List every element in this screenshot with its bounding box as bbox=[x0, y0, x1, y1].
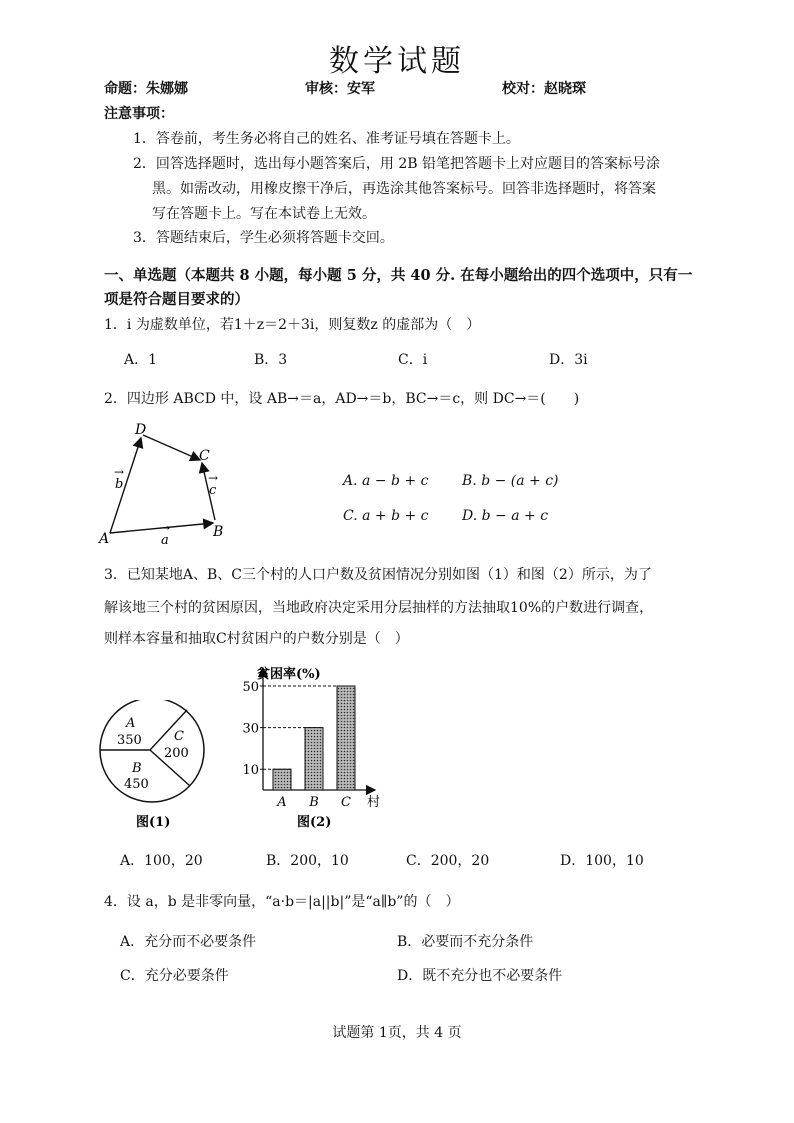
notice-item: 1．答卷前，考生务必将自己的姓名、准考证号填在答题卡上。 bbox=[133, 131, 520, 147]
pie-value-a: 350 bbox=[117, 733, 142, 748]
vector-a-label: a bbox=[161, 533, 169, 548]
x-tick-label: C bbox=[341, 795, 351, 810]
section-heading: 一、单选题（本题共 8 小题，每小题 5 分，共 40 分. 在每小题给出的四个选项中，只有一 bbox=[104, 267, 693, 284]
y-tick-label: 10 bbox=[242, 763, 259, 779]
pie-value-b: 450 bbox=[124, 777, 149, 792]
question-3-stem-cont: 解该地三个村的贫困原因，当地政府决定采用分层抽样的方法抽取10%的户数进行调查， bbox=[104, 600, 654, 616]
q3-option-c: C．200，20 bbox=[406, 853, 490, 869]
q1-option-c: C．i bbox=[398, 352, 428, 368]
notice-item: 2．回答选择题时，选出每小题答案后，用 2B 铅笔把答题卡上对应题目的答案标号涂 bbox=[133, 156, 661, 172]
bar-caption: 图(2) bbox=[297, 815, 332, 830]
q4-option-a: A．充分而不必要条件 bbox=[120, 934, 257, 950]
vector-arrow-glyph: → bbox=[208, 471, 219, 485]
x-tick-label: B bbox=[309, 795, 319, 810]
q3-option-b: B．200，10 bbox=[266, 853, 349, 869]
bar-b bbox=[305, 728, 323, 790]
y-tick-label: 30 bbox=[242, 721, 259, 737]
q2-option-c: C. a + b + c bbox=[343, 508, 429, 524]
q2-option-b: B. b − (a + c) bbox=[462, 473, 559, 489]
q4-option-c: C．充分必要条件 bbox=[120, 968, 229, 984]
vertex-d-label: D bbox=[135, 422, 147, 438]
bar-c bbox=[337, 686, 355, 790]
bar-chart bbox=[235, 660, 395, 835]
q3-option-d: D．100，10 bbox=[560, 853, 644, 869]
page-title: 数学试题 bbox=[329, 44, 465, 79]
vector-arrow-glyph: → bbox=[160, 521, 171, 535]
q4-option-d: D．既不充分也不必要条件 bbox=[397, 968, 563, 984]
notice-item: 写在答题卡上。写在本试卷上无效。 bbox=[152, 206, 376, 222]
question-3-stem: 3．已知某地A、B、C三个村的人口户数及贫困情况分别如图（1）和图（2）所示，为了 bbox=[104, 567, 652, 583]
section-heading-cont: 项是符合题目要求的） bbox=[104, 291, 249, 308]
notice-item: 黑。如需改动，用橡皮擦干净后，再选涂其他答案标号。回答非选择题时，将答案 bbox=[152, 181, 656, 197]
quadrilateral-figure bbox=[95, 418, 245, 548]
x-axis-title: 村 bbox=[367, 795, 381, 810]
q2-option-a: A. a − b + c bbox=[343, 473, 429, 489]
author: 命题：朱娜娜 bbox=[104, 81, 188, 97]
bar-a bbox=[273, 769, 291, 790]
vertex-c-label: C bbox=[199, 448, 210, 464]
vector-b-label: b bbox=[115, 477, 124, 492]
pie-label-c: C bbox=[174, 729, 184, 744]
y-tick-label: 50 bbox=[242, 680, 259, 695]
q1-option-d: D．3i bbox=[549, 352, 588, 368]
q1-option-a: A．1 bbox=[124, 352, 158, 368]
pie-caption: 图(1) bbox=[136, 815, 171, 830]
vector-dc-arrow bbox=[143, 435, 200, 460]
reviewer: 审核：安军 bbox=[305, 81, 375, 97]
notice-item: 3．答题结束后，学生必须将答题卡交回。 bbox=[133, 230, 394, 246]
pie-label-b: B bbox=[132, 761, 142, 776]
page-footer: 试题第 1页，共 4 页 bbox=[332, 1025, 462, 1041]
proofreader: 校对：赵晓琛 bbox=[502, 81, 586, 97]
pie-chart bbox=[92, 700, 222, 830]
notice-heading: 注意事项： bbox=[104, 106, 174, 122]
pie-label-a: A bbox=[126, 716, 136, 731]
q4-option-b: B．必要而不充分条件 bbox=[397, 934, 534, 950]
vertex-b-label: B bbox=[213, 524, 224, 540]
q2-option-d: D. b − a + c bbox=[462, 508, 549, 524]
question-2-stem: 2．四边形 ABCD 中，设 AB→＝a，AD→＝b，BC→＝c，则 DC→＝( ) bbox=[104, 391, 580, 407]
vector-c-label: c bbox=[209, 483, 217, 498]
question-3-stem-cont: 则样本容量和抽取C村贫困户的户数分别是（ ） bbox=[104, 631, 409, 647]
question-1-stem: 1．i 为虚数单位，若1＋z＝2＋3i，则复数z 的虚部为（ ） bbox=[104, 317, 481, 333]
x-tick-label: A bbox=[277, 795, 287, 810]
vertex-a-label: A bbox=[99, 531, 110, 547]
pie-value-c: 200 bbox=[164, 746, 189, 761]
q3-option-a: A．100，20 bbox=[120, 853, 203, 869]
vector-arrow-glyph: → bbox=[114, 465, 125, 479]
question-4-stem: 4．设 a，b 是非零向量，“a·b＝|a||b|”是“a∥b”的（ ） bbox=[104, 894, 460, 910]
q1-option-b: B．3 bbox=[254, 352, 288, 368]
y-axis-title: 贫困率(%) bbox=[257, 667, 321, 682]
